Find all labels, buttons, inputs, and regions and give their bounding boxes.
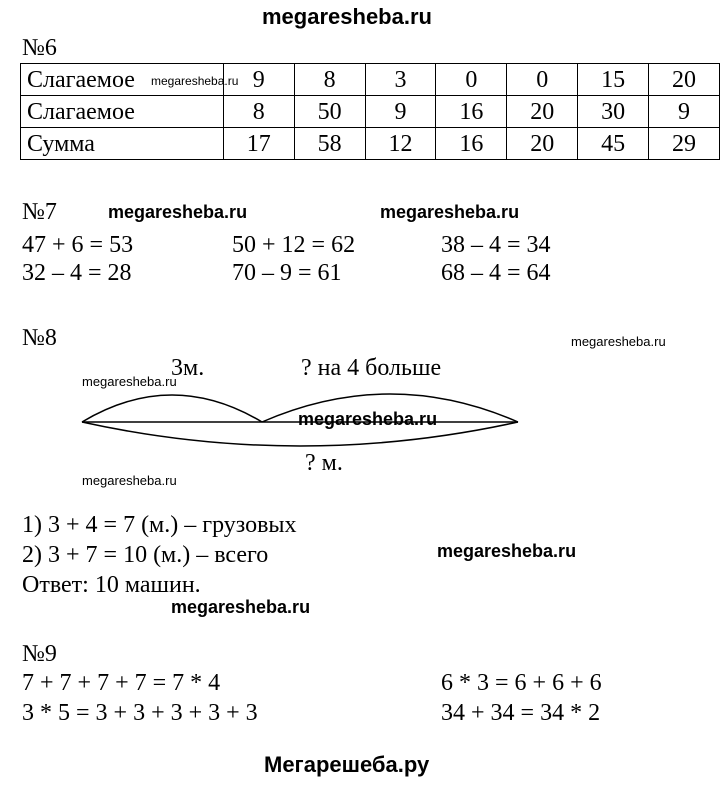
table-cell: 0 [507,64,578,96]
diagram-label-total: ? м. [305,450,343,476]
table-cell: 20 [507,128,578,160]
footer-site-name: Мегарешеба.ру [264,752,430,777]
task8-answer: Ответ: 10 машин. [22,572,201,598]
diagram-label-second: ? на 4 больше [301,355,442,381]
watermark-small: megaresheba.ru [571,334,666,349]
task9-expression: 3 * 5 = 3 + 3 + 3 + 3 + 3 [22,700,258,726]
table-cell: 45 [578,128,649,160]
task9-expression: 7 + 7 + 7 + 7 = 7 * 4 [22,670,221,696]
task9-number: №9 [22,641,57,667]
header-site-name: megaresheba.ru [262,4,432,29]
task7-expression: 70 – 9 = 61 [232,260,342,286]
watermark-small: megaresheba.ru [82,374,177,389]
watermark: megaresheba.ru [380,202,520,222]
watermark: megaresheba.ru [298,409,438,429]
table-cell: 0 [436,64,507,96]
task9-expression: 6 * 3 = 6 + 6 + 6 [441,670,602,696]
table-cell: 9 [365,96,436,128]
table-cell: 20 [507,96,578,128]
table-cell: 8 [294,64,365,96]
table-cell: 58 [294,128,365,160]
table-cell: 15 [578,64,649,96]
task8-number: №8 [22,325,57,351]
diagram-label-first: 3м. [171,355,205,381]
watermark: megaresheba.ru [437,541,577,561]
table-cell: 17 [223,128,294,160]
table-row-label: Сумма [21,128,224,160]
table-cell: 30 [578,96,649,128]
table-cell: 9 [649,96,720,128]
task7-expression: 47 + 6 = 53 [22,232,134,258]
task6-number: №6 [22,35,57,61]
table-row-label: Слагаемое megaresheba.ru [21,64,224,96]
task7-expression: 32 – 4 = 28 [22,260,132,286]
table-cell: 16 [436,128,507,160]
table-cell: 50 [294,96,365,128]
task8-step: 1) 3 + 4 = 7 (м.) – грузовых [22,512,297,538]
table-cell: 29 [649,128,720,160]
table-row-label: Слагаемое [21,96,224,128]
table-cell: 8 [223,96,294,128]
task7-expression: 68 – 4 = 64 [441,260,551,286]
watermark: megaresheba.ru [171,597,311,617]
table-cell: 20 [649,64,720,96]
inline-watermark: megaresheba.ru [151,74,239,88]
task7-expression: 50 + 12 = 62 [232,232,356,258]
task9-expression: 34 + 34 = 34 * 2 [441,700,601,726]
watermark: megaresheba.ru [108,202,248,222]
table-cell: 16 [436,96,507,128]
table-cell: 12 [365,128,436,160]
table-cell: 9 [223,64,294,96]
task8-step: 2) 3 + 7 = 10 (м.) – всего [22,542,269,568]
table-cell: 3 [365,64,436,96]
task7-expression: 38 – 4 = 34 [441,232,551,258]
watermark-small: megaresheba.ru [82,473,177,488]
task7-number: №7 [22,199,57,225]
diagram-arc-first [82,395,262,422]
